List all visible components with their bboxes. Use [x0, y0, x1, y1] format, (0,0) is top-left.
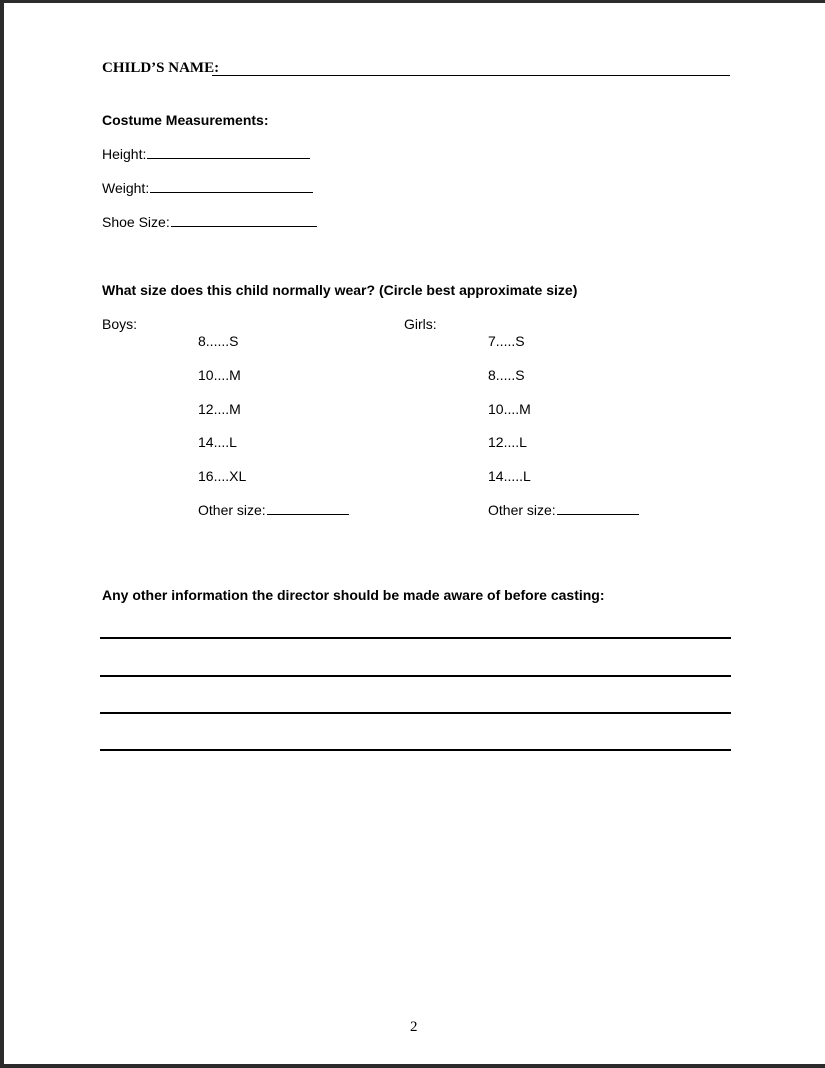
height-label: Height:	[102, 146, 147, 162]
boys-size-option[interactable]: 16....XL	[198, 468, 247, 484]
shoe-size-field[interactable]	[171, 214, 317, 227]
height-row	[102, 146, 310, 162]
shoe-size-label: Shoe Size:	[102, 214, 170, 230]
girls-size-option[interactable]: 7.....S	[488, 333, 525, 349]
height-field[interactable]	[147, 146, 310, 159]
girls-other-size-row	[488, 502, 639, 518]
boys-size-option[interactable]: 12....M	[198, 401, 241, 417]
boys-other-size-field[interactable]	[267, 502, 349, 515]
boys-size-option[interactable]: 14....L	[198, 434, 237, 450]
other-info-line-3[interactable]	[100, 712, 731, 714]
child-name-field[interactable]	[212, 61, 730, 76]
girls-other-size-label: Other size:	[488, 502, 556, 518]
boys-other-size-row	[198, 502, 349, 518]
other-info-heading: Any other information the director should be made aware of before casting:	[102, 587, 605, 603]
girls-label: Girls:	[404, 316, 437, 332]
boys-other-size-label: Other size:	[198, 502, 266, 518]
weight-field[interactable]	[150, 180, 313, 193]
weight-label: Weight:	[102, 180, 150, 196]
girls-size-option[interactable]: 12....L	[488, 434, 527, 450]
costume-heading: Costume Measurements:	[102, 112, 269, 128]
boys-size-option[interactable]: 10....M	[198, 367, 241, 383]
girls-other-size-field[interactable]	[557, 502, 639, 515]
weight-row	[102, 180, 313, 196]
boys-size-option[interactable]: 8......S	[198, 333, 239, 349]
size-question: What size does this child normally wear? (Circle best approximate size)	[102, 282, 578, 298]
document-page	[4, 3, 825, 1064]
other-info-line-1[interactable]	[100, 637, 731, 639]
child-name-label: CHILD’S NAME:	[102, 60, 220, 76]
girls-size-option[interactable]: 10....M	[488, 401, 531, 417]
girls-size-option[interactable]: 8.....S	[488, 367, 525, 383]
page-number: 2	[410, 1019, 418, 1035]
boys-label: Boys:	[102, 316, 138, 332]
shoe-size-row	[102, 214, 317, 230]
girls-size-option[interactable]: 14.....L	[488, 468, 531, 484]
other-info-line-2[interactable]	[100, 675, 731, 677]
other-info-line-4[interactable]	[100, 749, 731, 751]
